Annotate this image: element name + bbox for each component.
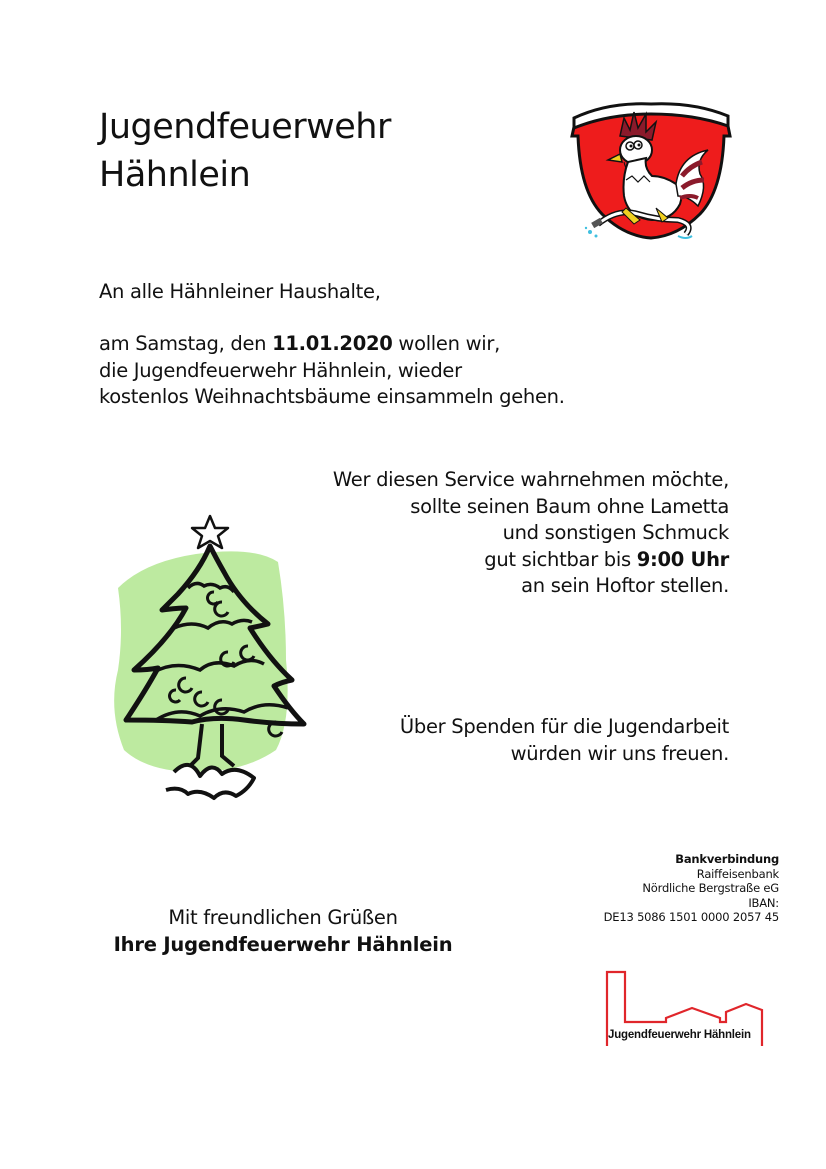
bank-branch: Nördliche Bergstraße eG xyxy=(642,881,779,895)
iban-value: DE13 5086 1501 0000 2057 45 xyxy=(603,910,779,924)
bank-title: Bankverbindung xyxy=(675,852,779,866)
intro-line-2: die Jugendfeuerwehr Hähnlein, wieder xyxy=(99,358,462,382)
deadline-time: 9:00 Uhr xyxy=(636,547,729,571)
intro-paragraph xyxy=(99,331,565,411)
rooster-coat-of-arms-icon xyxy=(568,96,734,246)
title-line-2: Hähnlein xyxy=(99,155,251,195)
service-line-4 xyxy=(333,547,729,574)
service-line-1: Wer diesen Service wahrnehmen möchte, xyxy=(332,468,729,491)
closing-line: Mit freundlichen Grüßen xyxy=(168,906,398,929)
bank-name: Raiffeisenbank xyxy=(696,866,779,881)
footer-logo-text: Jugendfeuerwehr Hähnlein xyxy=(608,1029,751,1041)
intro-line-1-post: wollen wir, xyxy=(392,332,500,355)
service-line-3: und sonstigen Schmuck xyxy=(502,521,729,544)
bank-details xyxy=(604,852,779,925)
greeting: An alle Hähnleiner Haushalte, xyxy=(99,280,381,303)
title-line-1: Jugendfeuerwehr xyxy=(99,107,391,147)
donation-line-2: würden wir uns freuen. xyxy=(510,741,729,765)
page-title xyxy=(99,103,391,199)
christmas-tree-icon xyxy=(104,510,316,810)
intro-line-1 xyxy=(99,331,565,358)
service-line-2: sollte seinen Baum ohne Lametta xyxy=(410,494,729,518)
collection-date: 11.01.2020 xyxy=(272,332,393,355)
iban-label: IBAN: xyxy=(748,895,779,910)
intro-line-3: kostenlos Weihnachtsbäume einsammeln gehen. xyxy=(99,385,565,408)
donation-line-1: Über Spenden für die Jugendarbeit xyxy=(399,715,729,738)
service-line-5: an sein Hoftor stellen. xyxy=(521,574,729,597)
intro-line-1-pre: am Samstag, den xyxy=(99,332,273,355)
donation-paragraph xyxy=(400,714,729,767)
service-line-4-pre: gut sichtbar bis xyxy=(484,547,637,571)
signature: Ihre Jugendfeuerwehr Hähnlein xyxy=(113,933,453,956)
closing xyxy=(100,904,466,958)
service-paragraph xyxy=(333,467,729,600)
